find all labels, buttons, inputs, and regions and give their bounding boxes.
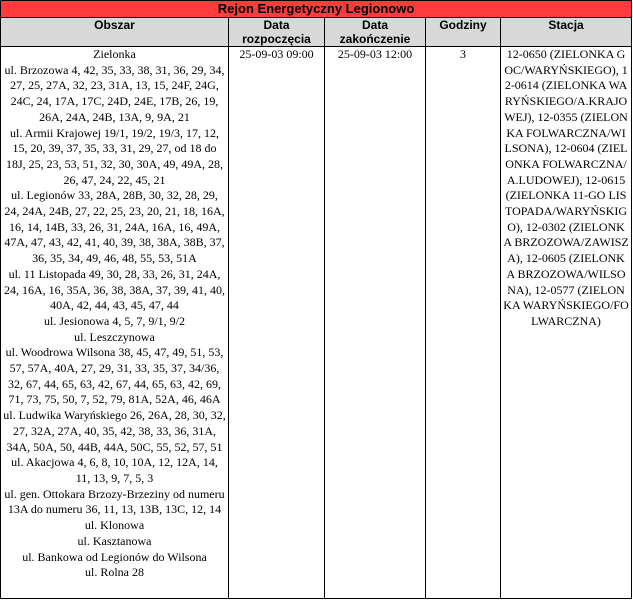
area-line: ul. Woodrowa Wilsona 38, 45, 47, 49, 51, 53, 57, 57A, 40A, 27, 29, 31, 33, 35, 37, 34/36, 32, 67, 44, 65, 63, 42, 67, 44, 65, 63, 42, 69, 71, 73, 75, 50, 7, 52, 79, 81A, 52A, 46, 46A: [5, 345, 224, 407]
area-line: Zielonka: [93, 47, 136, 61]
region-title: Rejon Energetyczny Legionowo: [1, 1, 632, 18]
col-station-header: Stacja: [501, 18, 632, 47]
area-line: ul. Armii Krajowej 19/1, 19/2, 19/3, 17, 12, 15, 20, 39, 37, 35, 33, 31, 29, 27, od 18 do 18J, 25, 23, 53, 51, 32, 30, 30A, 49, 49A, 28, 26, 47, 24, 22, 45, 21: [5, 125, 223, 187]
area-line: ul. 11 Listopada 49, 30, 28, 33, 26, 31, 24A, 24, 16A, 16, 35A, 36, 38, 38A, 37, 39, 41, 40, 40A, 42, 44, 43, 45, 47, 44: [4, 266, 225, 313]
start-date-cell: 25-09-03 09:00: [229, 47, 325, 599]
table-row: [1, 47, 632, 599]
area-line: ul. Leszczynowa: [74, 329, 155, 344]
col-area-header: Obszar: [1, 18, 229, 47]
area-line: ul. Bankowa od Legionów do Wilsona: [22, 549, 207, 564]
station-cell: 12-0650 (ZIELONKA GOC/WARYŃSKIEGO), 12-0614 (ZIELONKA WARYŃSKIEGO/A.KRAJOWEJ), 12-0355 (ZIELONKA FOLWARCZNA/WILSONA), 12-0604 (ZIELONKA FOLWARCZNA/A.LUDOWEJ), 12-0615 (ZIELONKA 11-GO LISTOPADA/WARYŃSKIGO), 12-0302 (ZIELONKA BRZOZOWA/ZAWISZA), 12-0605 (ZIELONKA BRZOZOWA/WILSONA), 12-0577 (ZIELONKA WARYŃSKIEGO/FOLWARCZNA): [501, 47, 632, 599]
header-row: [1, 18, 632, 47]
area-line: ul. Ludwika Waryńskiego 26, 26A, 28, 30, 32, 27, 32A, 27A, 40, 35, 42, 38, 33, 36, 31A, 34A, 50A, 50, 44B, 44A, 50C, 55, 52, 57, 51: [3, 408, 226, 454]
col-hours-header: Godziny: [426, 18, 501, 47]
area-line: ul. Legionów 33, 28A, 28B, 30, 32, 28, 29, 24, 24A, 24B, 27, 22, 25, 23, 20, 21, 18, 16A, 16, 14, 14B, 33, 26, 31, 24A, 16A, 16, 49A, 47A, 47, 43, 42, 41, 40, 39, 38, 38A, 38B, 37, 36, 35, 34, 49, 46, 48, 55, 53, 51A: [4, 188, 225, 266]
area-line: ul. gen. Ottokara Brzozy-Brzeziny od numeru 13A do numeru 36, 11, 13, 13B, 13C, 12, 14: [4, 486, 225, 517]
col-start-header: Data rozpoczęcia: [229, 18, 325, 47]
area-line: ul. Brzozowa 4, 42, 35, 33, 38, 31, 36, 29, 34, 27, 25, 27A, 32, 23, 31A, 13, 15, 24F, 24G, 24C, 24, 17A, 17C, 24D, 24E, 17B, 26, 19, 26A, 24A, 24B, 13A, 9, 9A, 21: [4, 62, 225, 124]
area-line: ul. Kasztanowa: [77, 533, 152, 548]
area-cell: [1, 47, 229, 599]
col-end-header: Data zakończenie: [325, 18, 426, 47]
end-date-cell: 25-09-03 12:00: [325, 47, 426, 599]
hours-cell: 3: [426, 47, 501, 599]
area-line: ul. Akacjowa 4, 6, 8, 10, 10A, 12, 12A, 14, 11, 13, 9, 7, 5, 3: [11, 455, 218, 485]
area-line: ul. Jesionowa 4, 5, 7, 9/1, 9/2: [44, 313, 185, 328]
area-line: ul. Klonowa: [84, 518, 145, 533]
area-line: ul. Rolna 28: [85, 565, 144, 580]
